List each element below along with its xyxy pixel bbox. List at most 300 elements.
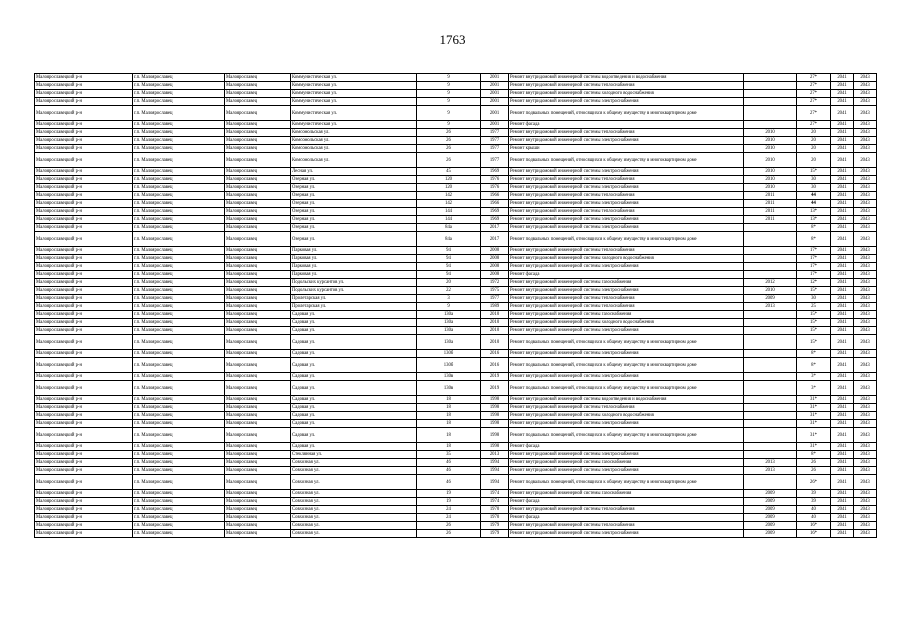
- cell-locality: Малоярославец: [225, 279, 291, 287]
- cell-district: Малоярославецкий р-н: [35, 208, 133, 216]
- cell-year: 2017: [481, 232, 509, 247]
- cell-district: Малоярославецкий р-н: [35, 255, 133, 263]
- cell-district: Малоярославецкий р-н: [35, 279, 133, 287]
- cell-street: Садовая ул.: [291, 335, 417, 350]
- cell-house: 24: [417, 514, 481, 522]
- cell-street: Коммунистическая ул.: [291, 74, 417, 82]
- cell-plan-end: 2043: [854, 216, 877, 224]
- cell-settlement: г.п. Малоярославец: [133, 121, 225, 129]
- cell-plan-end: 2043: [854, 271, 877, 279]
- cell-locality: Малоярославец: [225, 451, 291, 459]
- cell-plan-start: 2041: [831, 224, 854, 232]
- cell-work-type: Ремонт подвальных помещений, относящихся к общему имуществу в многоквартирном доме: [509, 381, 744, 396]
- cell-street: Совхозная ул.: [291, 530, 417, 538]
- cell-year: 2008: [481, 271, 509, 279]
- cell-plan-start: 2041: [831, 263, 854, 271]
- cell-plan-end: 2043: [854, 224, 877, 232]
- cell-plan-end: 2043: [854, 459, 877, 467]
- cell-work-type: Ремонт фасада: [509, 498, 744, 506]
- cell-plan-end: 2043: [854, 232, 877, 247]
- table-row: [35, 404, 877, 412]
- cell-locality: Малоярославец: [225, 192, 291, 200]
- cell-locality: Малоярославец: [225, 311, 291, 319]
- cell-work-type: Ремонт фасада: [509, 514, 744, 522]
- cell-year: 2001: [481, 90, 509, 98]
- cell-plan-start: 2041: [831, 279, 854, 287]
- cell-locality: Малоярославец: [225, 506, 291, 514]
- cell-district: Малоярославецкий р-н: [35, 381, 133, 396]
- cell-last-repair: [744, 74, 797, 82]
- table-row: [35, 506, 877, 514]
- cell-district: Малоярославецкий р-н: [35, 74, 133, 82]
- cell-work-type: Ремонт внутридомовой инженерной системы теплоснабжения: [509, 82, 744, 90]
- cell-settlement: г.п. Малоярославец: [133, 335, 225, 350]
- cell-plan-start: 2041: [831, 358, 854, 373]
- cell-settlement: г.п. Малоярославец: [133, 192, 225, 200]
- cell-house: 130б: [417, 358, 481, 373]
- cell-work-type: Ремонт внутридомовой инженерной системы теплоснабжения: [509, 522, 744, 530]
- cell-street: Садовая ул.: [291, 373, 417, 381]
- cell-plan-end: 2043: [854, 412, 877, 420]
- cell-plan-end: 2043: [854, 98, 877, 106]
- cell-last-repair: 2013: [744, 303, 797, 311]
- cell-year: 1970: [481, 514, 509, 522]
- cell-settlement: г.п. Малоярославец: [133, 137, 225, 145]
- cell-street: Подольских курсантов ул.: [291, 279, 417, 287]
- page-number: 1763: [439, 32, 466, 47]
- cell-work-type: Ремонт фасада: [509, 443, 744, 451]
- cell-street: Озерная ул.: [291, 224, 417, 232]
- cell-district: Малоярославецкий р-н: [35, 428, 133, 443]
- cell-last-repair: [744, 224, 797, 232]
- table-row: [35, 311, 877, 319]
- cell-work-type: Ремонт внутридомовой инженерной системы газоснабжения: [509, 459, 744, 467]
- cell-district: Малоярославецкий р-н: [35, 271, 133, 279]
- cell-plan-end: 2043: [854, 350, 877, 358]
- cell-work-type: Ремонт фасада: [509, 271, 744, 279]
- cell-work-type: Ремонт подвальных помещений, относящихся к общему имуществу в многоквартирном доме: [509, 153, 744, 168]
- cell-plan-start: 2041: [831, 451, 854, 459]
- cell-year: 1974: [481, 498, 509, 506]
- cell-district: Малоярославецкий р-н: [35, 451, 133, 459]
- cell-district: Малоярославецкий р-н: [35, 247, 133, 255]
- cell-year: 2008: [481, 255, 509, 263]
- cell-locality: Малоярославец: [225, 82, 291, 90]
- cell-plan-start: 2041: [831, 443, 854, 451]
- cell-year: 1994: [481, 459, 509, 467]
- cell-house: 9: [417, 98, 481, 106]
- cell-work-type: Ремонт подвальных помещений, относящихся к общему имуществу в многоквартирном доме: [509, 428, 744, 443]
- table-row: [35, 200, 877, 208]
- cell-house: 144: [417, 208, 481, 216]
- cell-house: 84а: [417, 232, 481, 247]
- cell-street: Садовая ул.: [291, 381, 417, 396]
- cell-last-repair: 2010: [744, 287, 797, 295]
- table-row: [35, 358, 877, 373]
- cell-district: Малоярославецкий р-н: [35, 232, 133, 247]
- cell-locality: Малоярославец: [225, 98, 291, 106]
- cell-locality: Малоярославец: [225, 420, 291, 428]
- cell-settlement: г.п. Малоярославец: [133, 514, 225, 522]
- cell-work-type: Ремонт внутридомовой инженерной системы водоотведения и водоснабжения: [509, 74, 744, 82]
- cell-work-type: Ремонт внутридомовой инженерной системы газоснабжения: [509, 279, 744, 287]
- cell-year: 1977: [481, 295, 509, 303]
- cell-year: 2001: [481, 82, 509, 90]
- cell-work-type: Ремонт внутридомовой инженерной системы холодного водоснабжения: [509, 412, 744, 420]
- cell-plan-end: 2043: [854, 90, 877, 98]
- cell-plan-end: 2043: [854, 396, 877, 404]
- cell-plan-start: 2041: [831, 98, 854, 106]
- cell-plan-start: 2041: [831, 311, 854, 319]
- cell-work-type: Ремонт фасада: [509, 121, 744, 129]
- cell-street: Садовая ул.: [291, 327, 417, 335]
- cell-last-repair: [744, 335, 797, 350]
- cell-plan-end: 2043: [854, 451, 877, 459]
- cell-plan-start: 2041: [831, 271, 854, 279]
- cell-year: 1966: [481, 192, 509, 200]
- cell-house: 94: [417, 263, 481, 271]
- cell-last-repair: [744, 327, 797, 335]
- cell-house: 18: [417, 412, 481, 420]
- cell-plan-start: 2041: [831, 327, 854, 335]
- cell-locality: Малоярославец: [225, 381, 291, 396]
- cell-last-repair: 2011: [744, 200, 797, 208]
- cell-locality: Малоярославец: [225, 200, 291, 208]
- cell-plan-end: 2043: [854, 498, 877, 506]
- table-row: [35, 303, 877, 311]
- cell-plan-start: 2041: [831, 303, 854, 311]
- cell-year: 1979: [481, 530, 509, 538]
- cell-last-repair: [744, 381, 797, 396]
- cell-house: 26: [417, 145, 481, 153]
- table-row: [35, 327, 877, 335]
- cell-locality: Малоярославец: [225, 319, 291, 327]
- cell-settlement: г.п. Малоярославец: [133, 311, 225, 319]
- cell-locality: Малоярославец: [225, 404, 291, 412]
- cell-street: Комсомольская ул.: [291, 129, 417, 137]
- cell-district: Малоярославецкий р-н: [35, 98, 133, 106]
- cell-street: Коммунистическая ул.: [291, 106, 417, 121]
- cell-wear-percent: 17*: [797, 271, 831, 279]
- cell-last-repair: [744, 373, 797, 381]
- cell-settlement: г.п. Малоярославец: [133, 287, 225, 295]
- cell-last-repair: 2010: [744, 145, 797, 153]
- cell-last-repair: [744, 247, 797, 255]
- cell-wear-percent: 15*: [797, 168, 831, 176]
- cell-house: 130в: [417, 381, 481, 396]
- capital-repair-table-container: [34, 73, 876, 538]
- cell-wear-percent: 31*: [797, 420, 831, 428]
- cell-house: 130в: [417, 373, 481, 381]
- cell-wear-percent: 27*: [797, 74, 831, 82]
- cell-last-repair: 2013: [744, 467, 797, 475]
- table-body: [35, 74, 877, 538]
- table-row: [35, 208, 877, 216]
- cell-plan-start: 2041: [831, 319, 854, 327]
- cell-locality: Малоярославец: [225, 490, 291, 498]
- cell-plan-end: 2043: [854, 319, 877, 327]
- cell-last-repair: [744, 319, 797, 327]
- cell-locality: Малоярославец: [225, 530, 291, 538]
- cell-settlement: г.п. Малоярославец: [133, 373, 225, 381]
- cell-last-repair: [744, 420, 797, 428]
- cell-plan-end: 2043: [854, 74, 877, 82]
- table-row: [35, 412, 877, 420]
- cell-locality: Малоярославец: [225, 176, 291, 184]
- cell-locality: Малоярославец: [225, 350, 291, 358]
- cell-street: Комсомольская ул.: [291, 145, 417, 153]
- cell-work-type: Ремонт внутридомовой инженерной системы теплоснабжения: [509, 208, 744, 216]
- cell-district: Малоярославецкий р-н: [35, 129, 133, 137]
- cell-plan-start: 2041: [831, 184, 854, 192]
- cell-locality: Малоярославец: [225, 263, 291, 271]
- cell-plan-start: 2041: [831, 404, 854, 412]
- table-row: [35, 279, 877, 287]
- cell-year: 1972: [481, 279, 509, 287]
- cell-locality: Малоярославец: [225, 327, 291, 335]
- cell-district: Малоярославецкий р-н: [35, 514, 133, 522]
- cell-year: 1998: [481, 420, 509, 428]
- cell-plan-start: 2041: [831, 255, 854, 263]
- cell-plan-end: 2043: [854, 168, 877, 176]
- cell-year: 1998: [481, 396, 509, 404]
- cell-house: 18: [417, 404, 481, 412]
- cell-wear-percent: 30: [797, 176, 831, 184]
- cell-street: Стеклянная ул.: [291, 451, 417, 459]
- cell-district: Малоярославецкий р-н: [35, 412, 133, 420]
- cell-street: Парковая ул.: [291, 263, 417, 271]
- cell-plan-start: 2041: [831, 522, 854, 530]
- cell-street: Садовая ул.: [291, 404, 417, 412]
- cell-year: 2010: [481, 311, 509, 319]
- cell-year: 1969: [481, 208, 509, 216]
- cell-year: 2001: [481, 74, 509, 82]
- cell-year: 1977: [481, 129, 509, 137]
- cell-last-repair: 2010: [744, 137, 797, 145]
- cell-last-repair: 2013: [744, 459, 797, 467]
- cell-wear-percent: 17*: [797, 247, 831, 255]
- cell-house: 18: [417, 428, 481, 443]
- cell-street: Садовая ул.: [291, 428, 417, 443]
- cell-year: 1989: [481, 303, 509, 311]
- cell-settlement: г.п. Малоярославец: [133, 420, 225, 428]
- cell-plan-start: 2041: [831, 192, 854, 200]
- cell-locality: Малоярославец: [225, 184, 291, 192]
- cell-last-repair: 2010: [744, 129, 797, 137]
- table-row: [35, 350, 877, 358]
- cell-plan-end: 2043: [854, 247, 877, 255]
- cell-plan-end: 2043: [854, 176, 877, 184]
- cell-district: Малоярославецкий р-н: [35, 145, 133, 153]
- cell-locality: Малоярославец: [225, 522, 291, 530]
- cell-year: 1998: [481, 404, 509, 412]
- cell-plan-end: 2043: [854, 522, 877, 530]
- cell-last-repair: 2011: [744, 208, 797, 216]
- cell-last-repair: [744, 106, 797, 121]
- cell-locality: Малоярославец: [225, 428, 291, 443]
- cell-work-type: Ремонт внутридомовой инженерной системы холодного водоснабжения: [509, 319, 744, 327]
- cell-year: 1994: [481, 475, 509, 490]
- cell-wear-percent: 8*: [797, 224, 831, 232]
- cell-plan-end: 2043: [854, 327, 877, 335]
- cell-work-type: Ремонт подвальных помещений, относящихся к общему имуществу в многоквартирном доме: [509, 106, 744, 121]
- cell-last-repair: 2009: [744, 514, 797, 522]
- cell-work-type: Ремонт внутридомовой инженерной системы теплоснабжения: [509, 506, 744, 514]
- cell-settlement: г.п. Малоярославец: [133, 443, 225, 451]
- cell-year: 1975: [481, 287, 509, 295]
- cell-street: Парковая ул.: [291, 255, 417, 263]
- table-row: [35, 530, 877, 538]
- cell-last-repair: [744, 121, 797, 129]
- cell-house: 46: [417, 467, 481, 475]
- cell-year: 2010: [481, 327, 509, 335]
- cell-plan-start: 2041: [831, 176, 854, 184]
- cell-plan-end: 2043: [854, 358, 877, 373]
- cell-plan-end: 2043: [854, 404, 877, 412]
- cell-plan-end: 2043: [854, 335, 877, 350]
- cell-street: Совхозная ул.: [291, 522, 417, 530]
- table-row: [35, 467, 877, 475]
- cell-settlement: г.п. Малоярославец: [133, 506, 225, 514]
- cell-wear-percent: 27*: [797, 121, 831, 129]
- cell-work-type: Ремонт внутридомовой инженерной системы газоснабжения: [509, 490, 744, 498]
- cell-district: Малоярославецкий р-н: [35, 522, 133, 530]
- cell-last-repair: [744, 232, 797, 247]
- cell-work-type: Ремонт внутридомовой инженерной системы водоотведения и водоснабжения: [509, 396, 744, 404]
- cell-wear-percent: 15*: [797, 327, 831, 335]
- cell-year: 2001: [481, 106, 509, 121]
- cell-plan-end: 2043: [854, 153, 877, 168]
- cell-district: Малоярославецкий р-н: [35, 443, 133, 451]
- cell-district: Малоярославецкий р-н: [35, 404, 133, 412]
- table-row: [35, 373, 877, 381]
- cell-plan-start: 2041: [831, 287, 854, 295]
- cell-wear-percent: 31*: [797, 443, 831, 451]
- cell-street: Садовая ул.: [291, 311, 417, 319]
- cell-wear-percent: 15*: [797, 311, 831, 319]
- table-row: [35, 98, 877, 106]
- cell-locality: Малоярославец: [225, 358, 291, 373]
- cell-wear-percent: 26: [797, 467, 831, 475]
- table-row: [35, 443, 877, 451]
- cell-house: 84а: [417, 224, 481, 232]
- cell-plan-end: 2043: [854, 295, 877, 303]
- cell-district: Малоярославецкий р-н: [35, 311, 133, 319]
- cell-wear-percent: 44: [797, 200, 831, 208]
- cell-settlement: г.п. Малоярославец: [133, 451, 225, 459]
- cell-wear-percent: 20: [797, 129, 831, 137]
- cell-street: Садовая ул.: [291, 443, 417, 451]
- cell-work-type: Ремонт внутридомовой инженерной системы электроснабжения: [509, 373, 744, 381]
- cell-district: Малоярославецкий р-н: [35, 498, 133, 506]
- cell-last-repair: 2009: [744, 490, 797, 498]
- cell-street: Совхозная ул.: [291, 467, 417, 475]
- table-row: [35, 263, 877, 271]
- cell-wear-percent: 16*: [797, 530, 831, 538]
- cell-wear-percent: 8*: [797, 358, 831, 373]
- cell-district: Малоярославецкий р-н: [35, 303, 133, 311]
- cell-wear-percent: 15*: [797, 319, 831, 327]
- cell-year: 1998: [481, 428, 509, 443]
- cell-house: 130а: [417, 319, 481, 327]
- cell-district: Малоярославецкий р-н: [35, 396, 133, 404]
- cell-wear-percent: 20: [797, 137, 831, 145]
- cell-street: Озерная ул.: [291, 176, 417, 184]
- table-row: [35, 522, 877, 530]
- cell-settlement: г.п. Малоярославец: [133, 303, 225, 311]
- cell-street: Озерная ул.: [291, 192, 417, 200]
- cell-house: 26: [417, 530, 481, 538]
- cell-plan-start: 2041: [831, 74, 854, 82]
- cell-district: Малоярославецкий р-н: [35, 137, 133, 145]
- cell-wear-percent: 25: [797, 303, 831, 311]
- cell-district: Малоярославецкий р-н: [35, 459, 133, 467]
- table-row: [35, 271, 877, 279]
- cell-locality: Малоярославец: [225, 467, 291, 475]
- cell-plan-end: 2043: [854, 145, 877, 153]
- cell-plan-end: 2043: [854, 428, 877, 443]
- cell-plan-start: 2041: [831, 208, 854, 216]
- cell-street: Лесная ул.: [291, 168, 417, 176]
- cell-plan-start: 2041: [831, 506, 854, 514]
- cell-year: 2001: [481, 98, 509, 106]
- table-row: [35, 129, 877, 137]
- table-row: [35, 381, 877, 396]
- cell-district: Малоярославецкий р-н: [35, 350, 133, 358]
- cell-street: Озерная ул.: [291, 200, 417, 208]
- cell-settlement: г.п. Малоярославец: [133, 350, 225, 358]
- cell-plan-end: 2043: [854, 373, 877, 381]
- cell-work-type: Ремонт внутридомовой инженерной системы теплоснабжения: [509, 192, 744, 200]
- cell-locality: Малоярославец: [225, 145, 291, 153]
- cell-district: Малоярославецкий р-н: [35, 373, 133, 381]
- cell-plan-start: 2041: [831, 216, 854, 224]
- cell-last-repair: 2012: [744, 279, 797, 287]
- cell-last-repair: [744, 396, 797, 404]
- table-row: [35, 153, 877, 168]
- cell-last-repair: 2009: [744, 506, 797, 514]
- cell-house: 9: [417, 121, 481, 129]
- cell-settlement: г.п. Малоярославец: [133, 224, 225, 232]
- cell-plan-start: 2041: [831, 420, 854, 428]
- cell-house: 46: [417, 459, 481, 467]
- cell-plan-end: 2043: [854, 82, 877, 90]
- cell-work-type: Ремонт внутридомовой инженерной системы теплоснабжения: [509, 176, 744, 184]
- cell-work-type: Ремонт подвальных помещений, относящихся к общему имуществу в многоквартирном доме: [509, 335, 744, 350]
- cell-settlement: г.п. Малоярославец: [133, 396, 225, 404]
- cell-plan-start: 2041: [831, 129, 854, 137]
- cell-locality: Малоярославец: [225, 121, 291, 129]
- cell-settlement: г.п. Малоярославец: [133, 498, 225, 506]
- cell-district: Малоярославецкий р-н: [35, 506, 133, 514]
- cell-work-type: Ремонт внутридомовой инженерной системы электроснабжения: [509, 224, 744, 232]
- cell-wear-percent: 26: [797, 459, 831, 467]
- cell-plan-end: 2043: [854, 287, 877, 295]
- cell-plan-start: 2041: [831, 121, 854, 129]
- cell-house: 130б: [417, 350, 481, 358]
- cell-wear-percent: 39: [797, 498, 831, 506]
- cell-work-type: Ремонт внутридомовой инженерной системы холодного водоснабжения: [509, 90, 744, 98]
- cell-plan-start: 2041: [831, 153, 854, 168]
- cell-plan-start: 2041: [831, 247, 854, 255]
- cell-wear-percent: 30: [797, 184, 831, 192]
- cell-work-type: Ремонт подвальных помещений, относящихся к общему имуществу в многоквартирном доме: [509, 358, 744, 373]
- cell-wear-percent: 17*: [797, 263, 831, 271]
- cell-year: 2010: [481, 319, 509, 327]
- cell-year: 1976: [481, 184, 509, 192]
- cell-district: Малоярославецкий р-н: [35, 263, 133, 271]
- cell-plan-start: 2041: [831, 530, 854, 538]
